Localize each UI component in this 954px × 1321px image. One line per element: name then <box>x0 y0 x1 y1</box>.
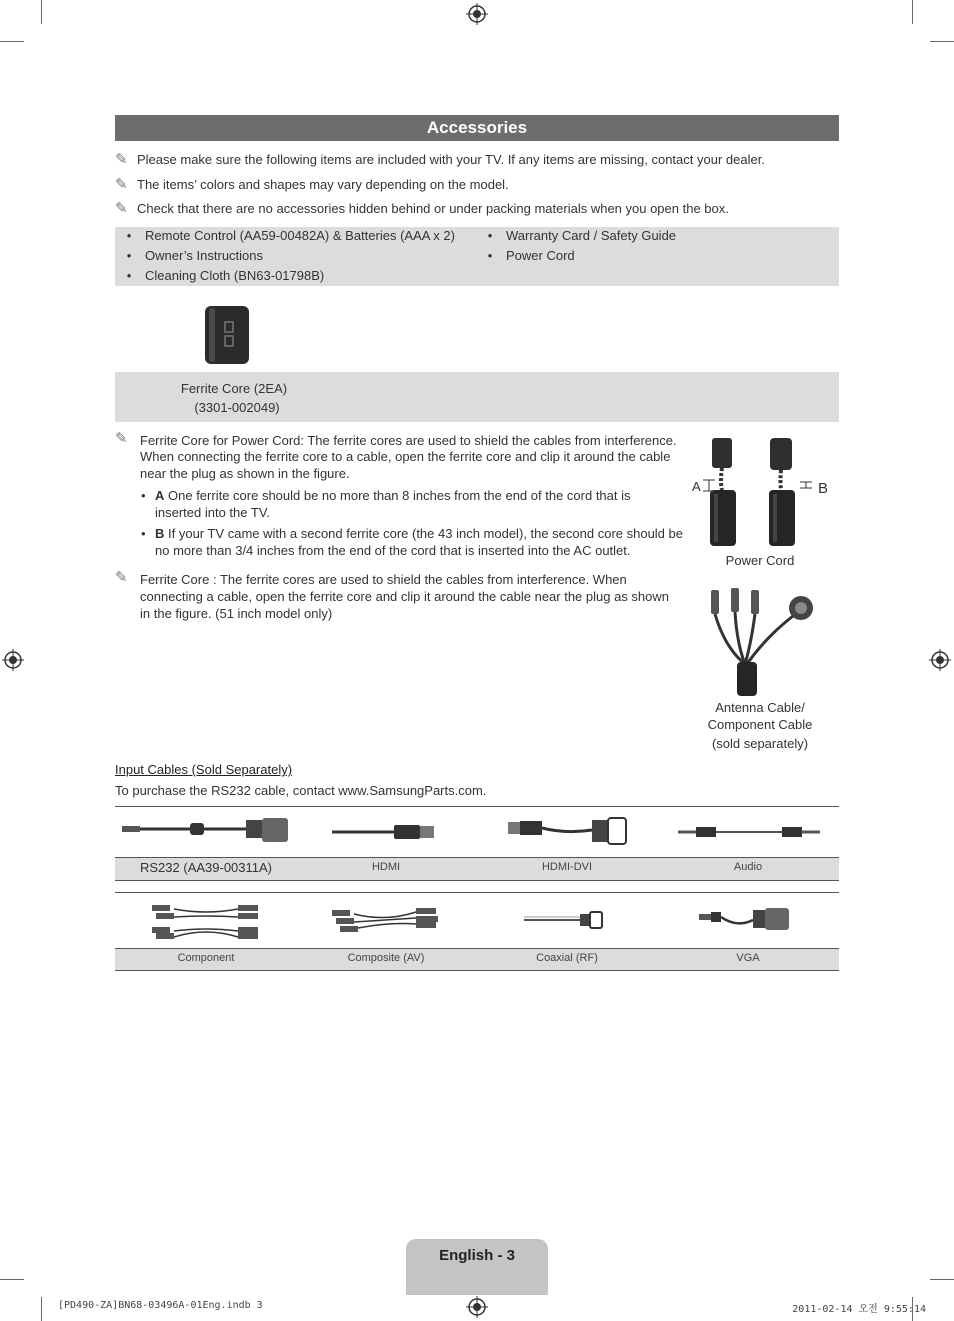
coaxial-cable-image <box>522 910 604 930</box>
cable-label-hdmi-dvi: HDMI-DVI <box>541 861 593 873</box>
list-item: • Power Cord <box>487 248 575 263</box>
pencil-icon: ✎ <box>115 569 128 586</box>
ferrite-caption-1: Ferrite Core (2EA) <box>180 381 288 396</box>
component-cable-image <box>705 588 820 700</box>
input-cables-heading: Input Cables (Sold Separately) <box>115 762 293 777</box>
bullet-b-line: no more than 3/4 inches from the end of the cord that is inserted into the AC outlet. <box>155 543 631 558</box>
cable-label-component: Component <box>177 952 235 964</box>
note-2: ✎ The items’ colors and shapes may vary depending on the model. <box>115 176 509 193</box>
power-note-line: near the plug as shown in the figure. <box>140 466 350 481</box>
power-note-line: Ferrite Core for Power Cord: The ferrite cores are used to shield the cables from interference. <box>140 433 677 448</box>
antenna-caption-2: Component Cable <box>707 717 813 732</box>
cable-label-composite: Composite (AV) <box>347 952 425 964</box>
ferrite-core-image <box>203 304 251 366</box>
pencil-icon: ✎ <box>115 176 128 193</box>
power-cord-caption: Power Cord <box>725 553 795 568</box>
cable-label-rs232: RS232 (AA39-00311A) <box>140 860 273 875</box>
power-cord-image <box>690 434 835 549</box>
list-item: • Cleaning Cloth (BN63-01798B) <box>126 268 325 283</box>
pencil-icon: ✎ <box>115 200 128 217</box>
bullet-a-line: • A One ferrite core should be no more than 8 inches from the end of the cord that is <box>141 488 631 503</box>
bullet-b-line: • B If your TV came with a second ferrite core (the 43 inch model), the second core should be <box>141 526 683 541</box>
file-name: [PD490-ZA]BN68-03496A-01Eng.indb 3 <box>58 1300 263 1311</box>
antenna-caption-1: Antenna Cable/ <box>715 700 805 715</box>
cable-note-line: in the figure. (51 inch model only) <box>140 606 333 621</box>
rs232-cable-image <box>120 814 292 850</box>
cable-label-coaxial: Coaxial (RF) <box>536 952 598 964</box>
hdmi-cable-image <box>330 820 440 844</box>
cable-note-line: connecting a cable, open the ferrite core and clip it around the cable near the plug as shown <box>140 589 670 604</box>
cable-label-audio: Audio <box>733 861 763 873</box>
list-item: • Warranty Card / Safety Guide <box>487 228 677 243</box>
cable-label-hdmi: HDMI <box>371 861 401 873</box>
note-3: ✎ Check that there are no accessories hidden behind or under packing materials when you open the box. <box>115 200 729 217</box>
section-title: Accessories <box>115 115 839 141</box>
page-number: English - 3 <box>406 1239 548 1295</box>
hdmi-dvi-cable-image <box>506 814 630 848</box>
audio-cable-image <box>676 824 822 840</box>
vga-cable-image <box>697 904 793 934</box>
cable-label-vga: VGA <box>736 952 760 964</box>
bullet-a-line: inserted into the TV. <box>155 505 270 520</box>
pencil-icon: ✎ <box>115 151 128 168</box>
label-a: A <box>692 479 701 494</box>
antenna-caption-3: (sold separately) <box>711 736 809 751</box>
cable-note-line: Ferrite Core : The ferrite cores are used to shield the cables from interference. When <box>140 572 627 587</box>
composite-cable-image <box>330 906 442 934</box>
power-note-line: When connecting the ferrite core to a cable, open the ferrite core and clip it around the cable <box>140 449 671 464</box>
purchase-note: To purchase the RS232 cable, contact www.SamsungParts.com. <box>115 783 487 798</box>
note-1: ✎ Please make sure the following items are included with your TV. If any items are missing, contact your dealer. <box>115 151 765 168</box>
label-b: B <box>818 480 829 497</box>
registration-mark-top <box>466 3 488 25</box>
component-cable-small-image <box>150 901 262 941</box>
pencil-icon: ✎ <box>115 430 128 447</box>
list-item: • Remote Control (AA59-00482A) & Batteries (AAA x 2) <box>126 228 455 243</box>
registration-mark-left <box>2 649 24 671</box>
registration-mark-bottom <box>466 1296 488 1318</box>
registration-mark-right <box>929 649 951 671</box>
list-item: • Owner’s Instructions <box>126 248 264 263</box>
print-timestamp: 2011-02-14 오전 9:55:14 <box>792 1304 926 1315</box>
ferrite-caption-2: (3301-002049) <box>194 400 280 415</box>
